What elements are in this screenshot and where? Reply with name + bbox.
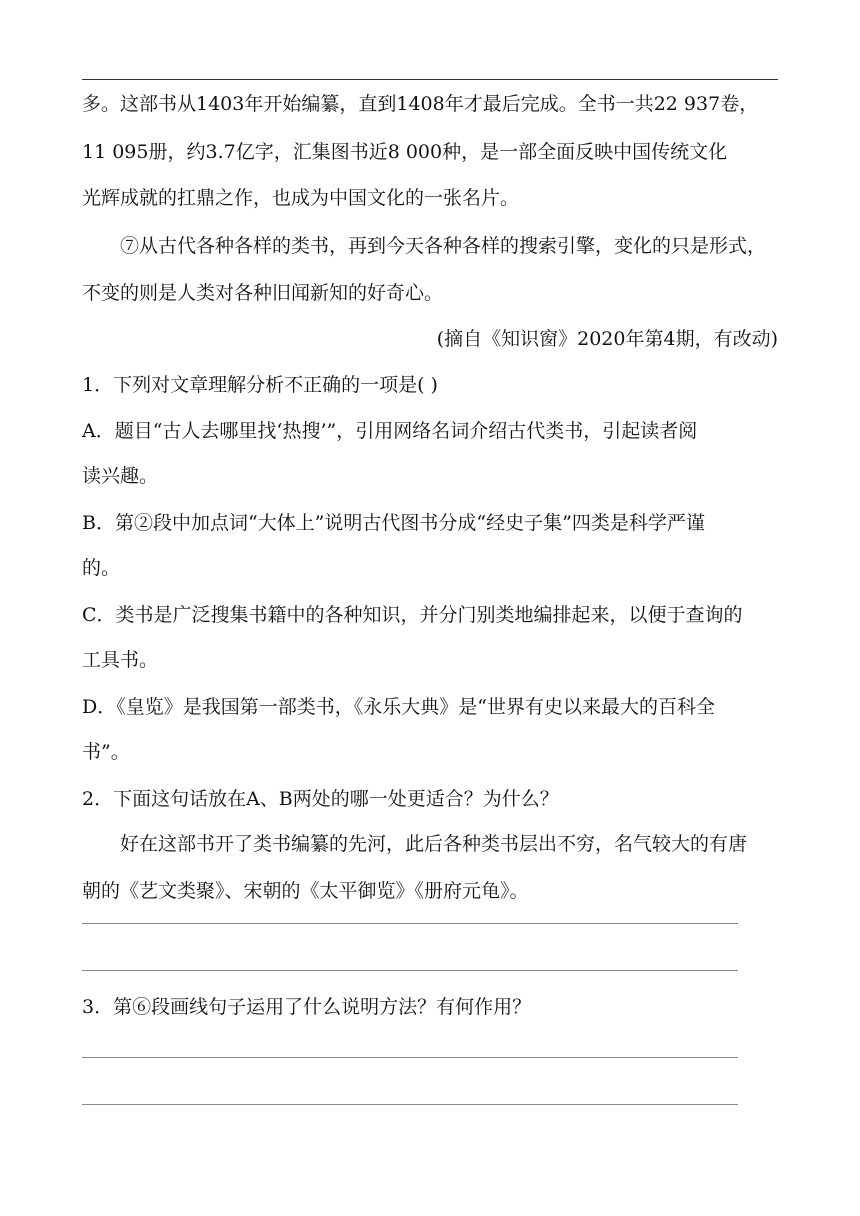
question-1-stem: 1．下列对文章理解分析不正确的一项是( ) (82, 374, 438, 396)
passage-line: 多。这部书从1403年开始编纂，直到1408年才最后完成。全书一共22 937卷， (82, 93, 759, 115)
question-2-stem: 2．下面这句话放在A、B两处的哪一处更适合？为什么？ (82, 788, 559, 810)
option-c-cont: 工具书。 (82, 649, 159, 671)
header-rule (82, 79, 778, 80)
question-3-stem: 3．第⑥段画线句子运用了什么说明方法？有何作用？ (82, 996, 532, 1018)
option-a: A．题目“古人去哪里找‘热搜’”，引用网络名词介绍古代类书，引起读者阅 (82, 420, 698, 442)
answer-line[interactable] (82, 923, 738, 924)
answer-line[interactable] (82, 1057, 738, 1058)
source-citation: (摘自《知识窗》2020年第4期，有改动) (436, 328, 778, 350)
option-b: B．第②段中加点词“大体上”说明古代图书分成“经史子集”四类是科学严谨 (82, 512, 705, 534)
answer-line[interactable] (82, 970, 738, 971)
passage-line: 光辉成就的扛鼎之作，也成为中国文化的一张名片。 (82, 187, 520, 209)
question-2-quote-cont: 朝的《艺文类聚》、宋朝的《太平御览》《册府元龟》。 (82, 880, 529, 902)
paragraph-7-line: 不变的则是人类对各种旧闻新知的好奇心。 (82, 282, 444, 304)
option-d: D．《皇览》是我国第一部类书，《永乐大典》是“世界有史以来最大的百科全 (82, 696, 715, 718)
answer-line[interactable] (82, 1104, 738, 1105)
option-d-cont: 书”。 (82, 741, 130, 763)
option-a-cont: 读兴趣。 (82, 465, 159, 487)
passage-line: 11 095册，约3.7亿字，汇集图书近8 000种，是一部全面反映中国传统文化 (82, 141, 728, 163)
paragraph-7-line: ⑦从古代各种各样的类书，再到今天各种各样的搜索引擎，变化的只是形式， (120, 235, 767, 257)
option-c: C．类书是广泛搜集书籍中的各种知识，并分门别类地编排起来，以便于查询的 (82, 604, 743, 626)
question-2-quote: 好在这部书开了类书编纂的先河，此后各种类书层出不穷，名气较大的有唐 (120, 833, 748, 855)
option-b-cont: 的。 (82, 557, 121, 579)
